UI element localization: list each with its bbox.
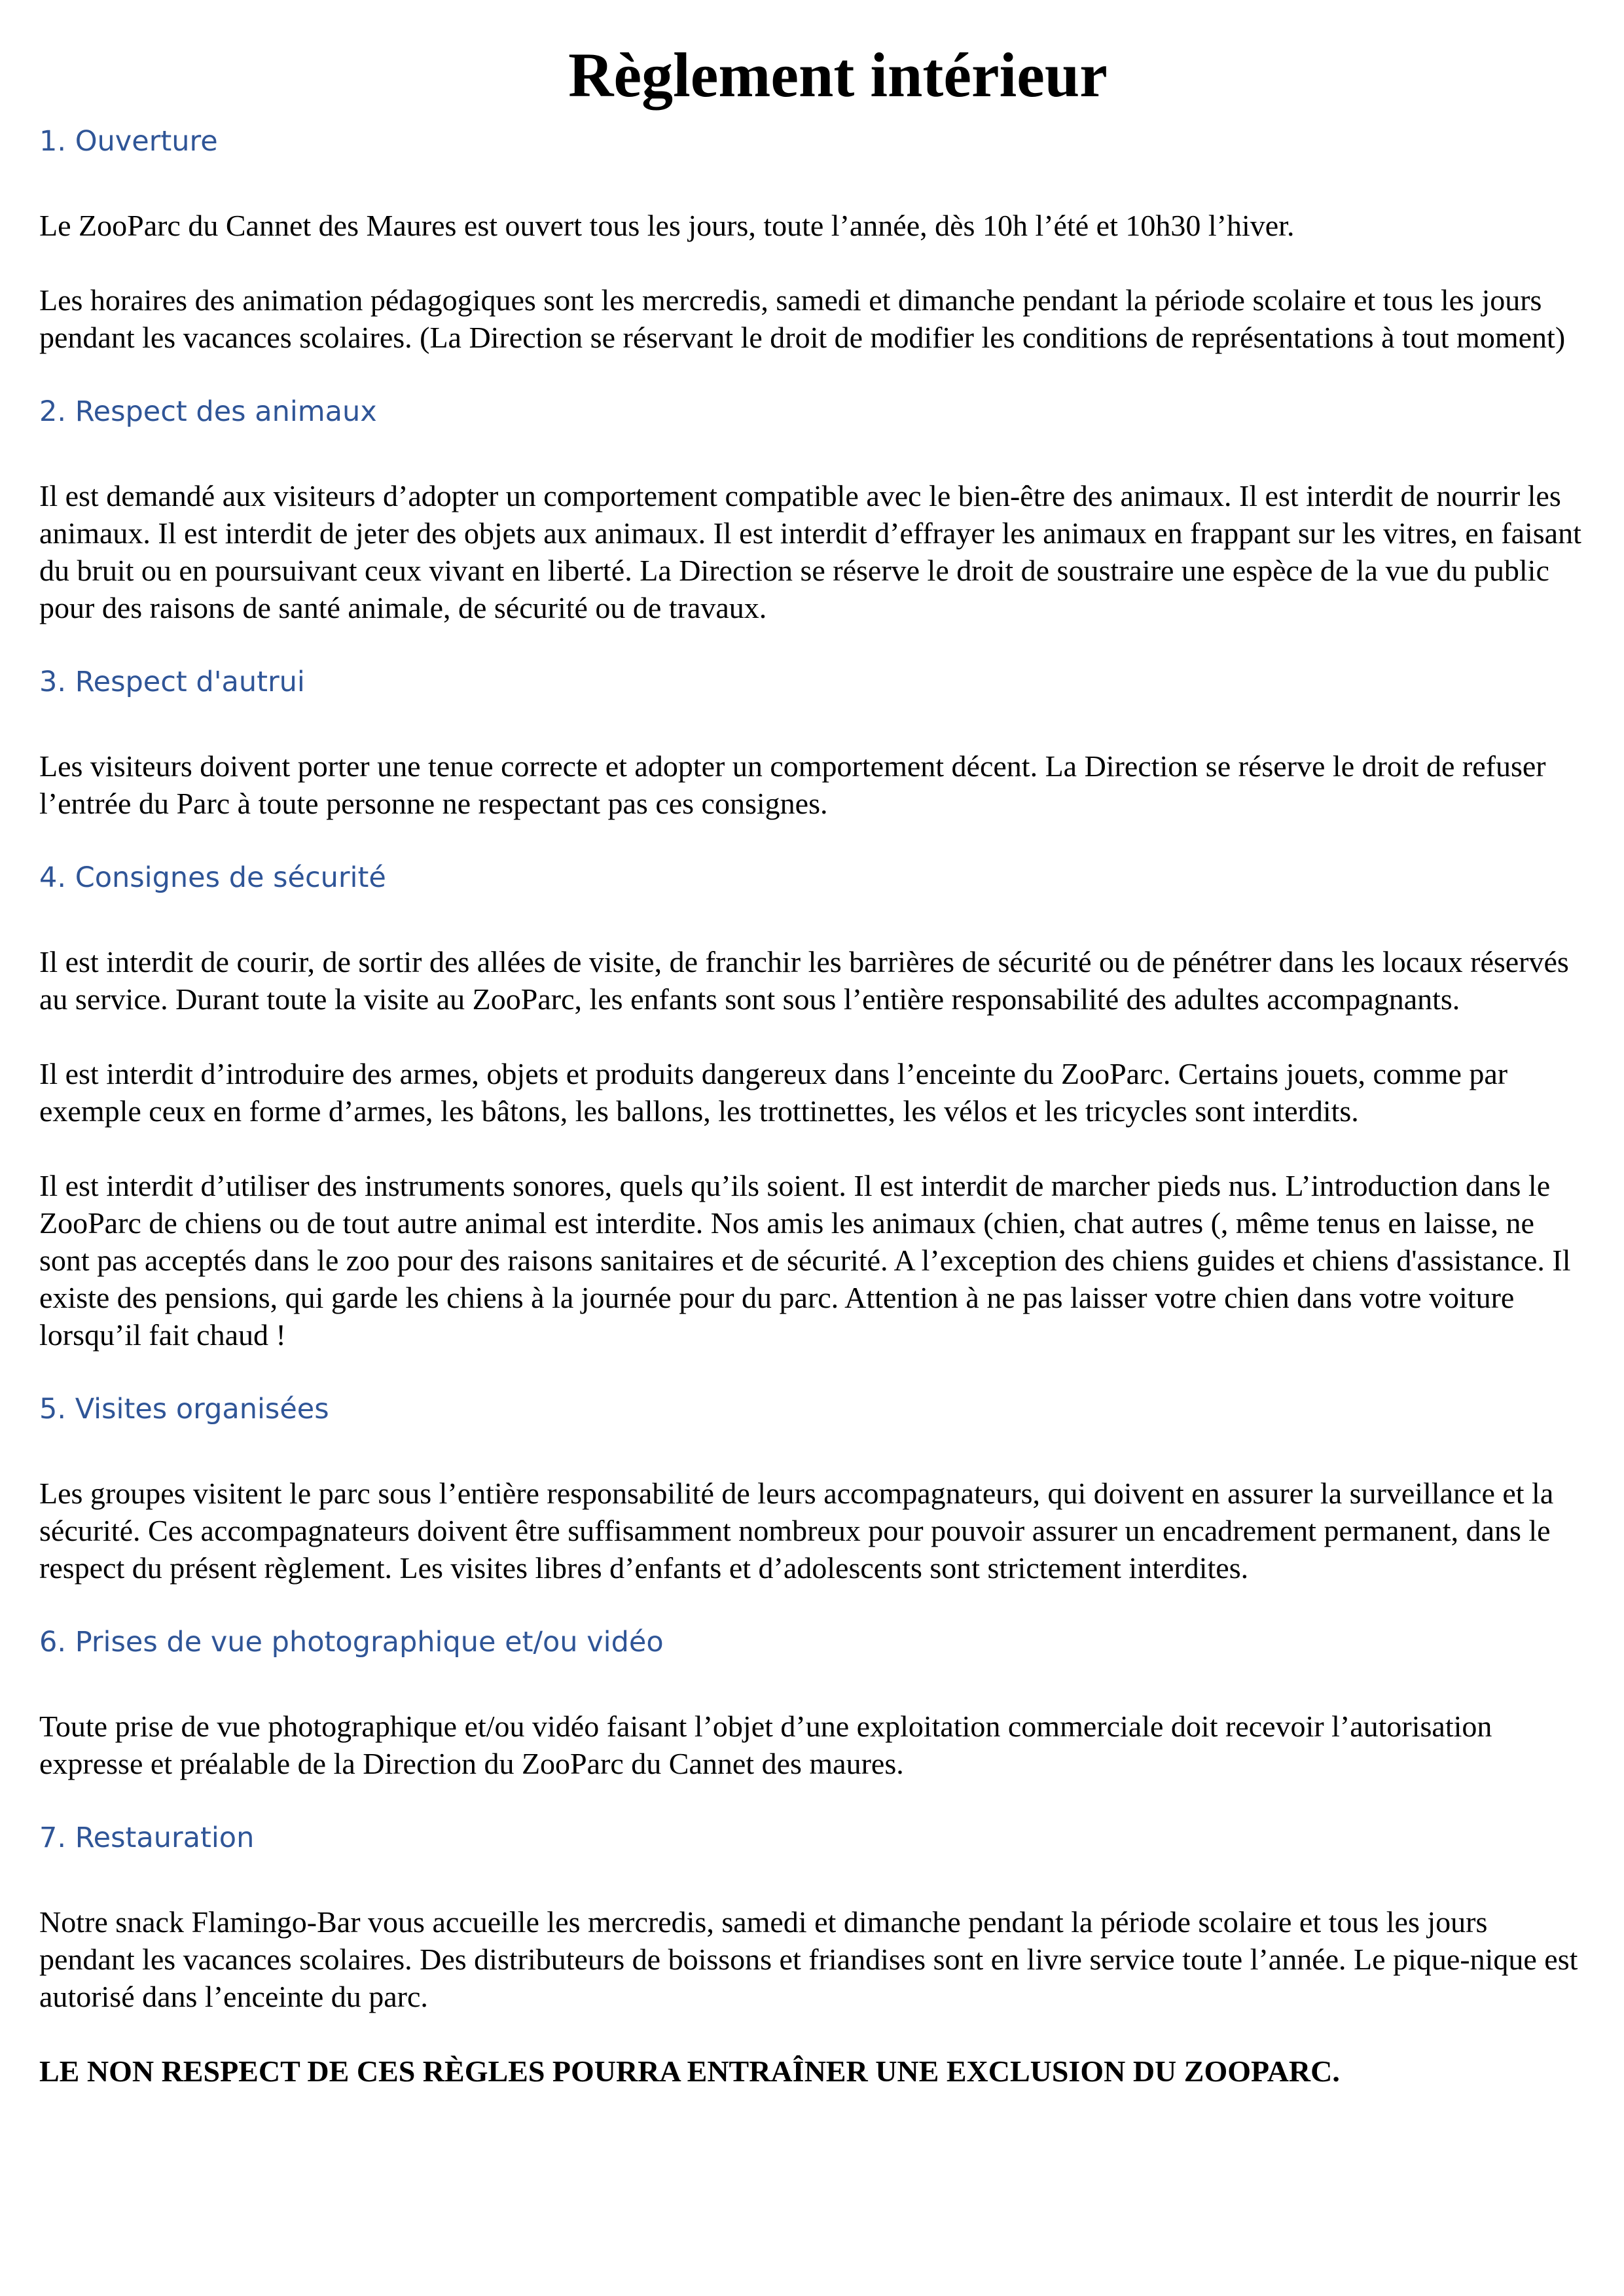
paragraph-respect-autrui: Les visiteurs doivent porter une tenue correcte et adopter un comportement décent. La Direction se réserve le droit de refuser l’entrée du Parc à toute personne ne respectant pas ces consignes. [39,749,1546,820]
paragraph-ouverture-hours: Le ZooParc du Cannet des Maures est ouvert tous les jours, toute l’année, dès 10h l’été et 10h30 l’hiver. [39,209,1295,242]
paragraph-visites-organisees: Les groupes visitent le parc sous l’entière responsabilité de leurs accompagnateurs, qui doivent en assurer la surveillance et la sécurité. Ces accompagnateurs doivent être suffisamment nombreux pour pouvoir assurer un encadrement permanent, dans le respect du présent règlement. Les visites libres d’enfants et d’adolescents sont strictement interdites. [39,1477,1554,1585]
paragraph-respect-animaux: Il est demandé aux visiteurs d’adopter un comportement compatible avec le bien-être des animaux. Il est interdit de nourrir les animaux. Il est interdit de jeter des objets aux animaux. Il est interdit d’effrayer les animaux en frappant sur les vitres, en faisant du bruit ou en poursuivant ceux vivant en liberté. La Direction se réserve le droit de soustraire une espèce de la vue du public pour des raisons de santé animale, de sécurité ou de travaux. [39,479,1581,624]
section-heading-consignes-securite: 4. Consignes de sécurité [39,861,386,894]
section-heading-respect-autrui: 3. Respect d'autrui [39,666,305,698]
closing-warning: LE NON RESPECT DE CES RÈGLES POURRA ENTRAÎNER UNE EXCLUSION DU ZOOPARC. [39,2054,1340,2088]
paragraph-securite-animaux-domestiques: Il est interdit d’utiliser des instruments sonores, quels qu’ils soient. Il est interdit de marcher pieds nus. L’introduction dans le ZooParc de chiens ou de tout autre animal est interdite. Nos amis les animaux (chien, chat autres (, même tenus en laisse, ne sont pas acceptés dans le zoo pour des raisons sanitaires et de sécurité. A l’exception des chiens guides et chiens d'assistance. Il existe des pensions, qui garde les chiens à la journée pour du parc. Attention à ne pas laisser votre chien dans votre voiture lorsqu’il fait chaud ! [39,1169,1571,1352]
document-page [39,39,1597,2090]
section-heading-visites-organisees: 5. Visites organisées [39,1393,329,1426]
paragraph-ouverture-animations: Les horaires des animation pédagogiques sont les mercredis, samedi et dimanche pendant la période scolaire et tous les jours pendant les vacances scolaires. (La Direction se réservant le droit de modifier les conditions de représentations à tout moment) [39,283,1566,354]
paragraph-restauration: Notre snack Flamingo-Bar vous accueille les mercredis, samedi et dimanche pendant la période scolaire et tous les jours pendant les vacances scolaires. Des distributeurs de boissons et friandises sont en livre service toute l’année. Le pique-nique est autorisé dans l’enceinte du parc. [39,1905,1578,2013]
paragraph-prises-de-vue: Toute prise de vue photographique et/ou vidéo faisant l’objet d’une exploitation commerciale doit recevoir l’autorisation expresse et préalable de la Direction du ZooParc du Cannet des maures. [39,1710,1492,1780]
page-title: Règlement intérieur [568,40,1108,110]
paragraph-securite-objets: Il est interdit d’introduire des armes, objets et produits dangereux dans l’enceinte du ZooParc. Certains jouets, comme par exemple ceux en forme d’armes, les bâtons, les ballons, les trottinettes, les vélos et les tricycles sont interdits. [39,1057,1508,1128]
section-heading-respect-animaux: 2. Respect des animaux [39,395,377,428]
section-heading-ouverture: 1. Ouverture [39,125,218,158]
paragraph-securite-circulation: Il est interdit de courir, de sortir des allées de visite, de franchir les barrières de sécurité ou de pénétrer dans les locaux réservés au service. Durant toute la visite au ZooParc, les enfants sont sous l’entière responsabilité des adultes accompagnants. [39,945,1569,1016]
section-heading-prises-de-vue: 6. Prises de vue photographique et/ou vidéo [39,1626,664,1659]
section-heading-restauration: 7. Restauration [39,1821,255,1854]
